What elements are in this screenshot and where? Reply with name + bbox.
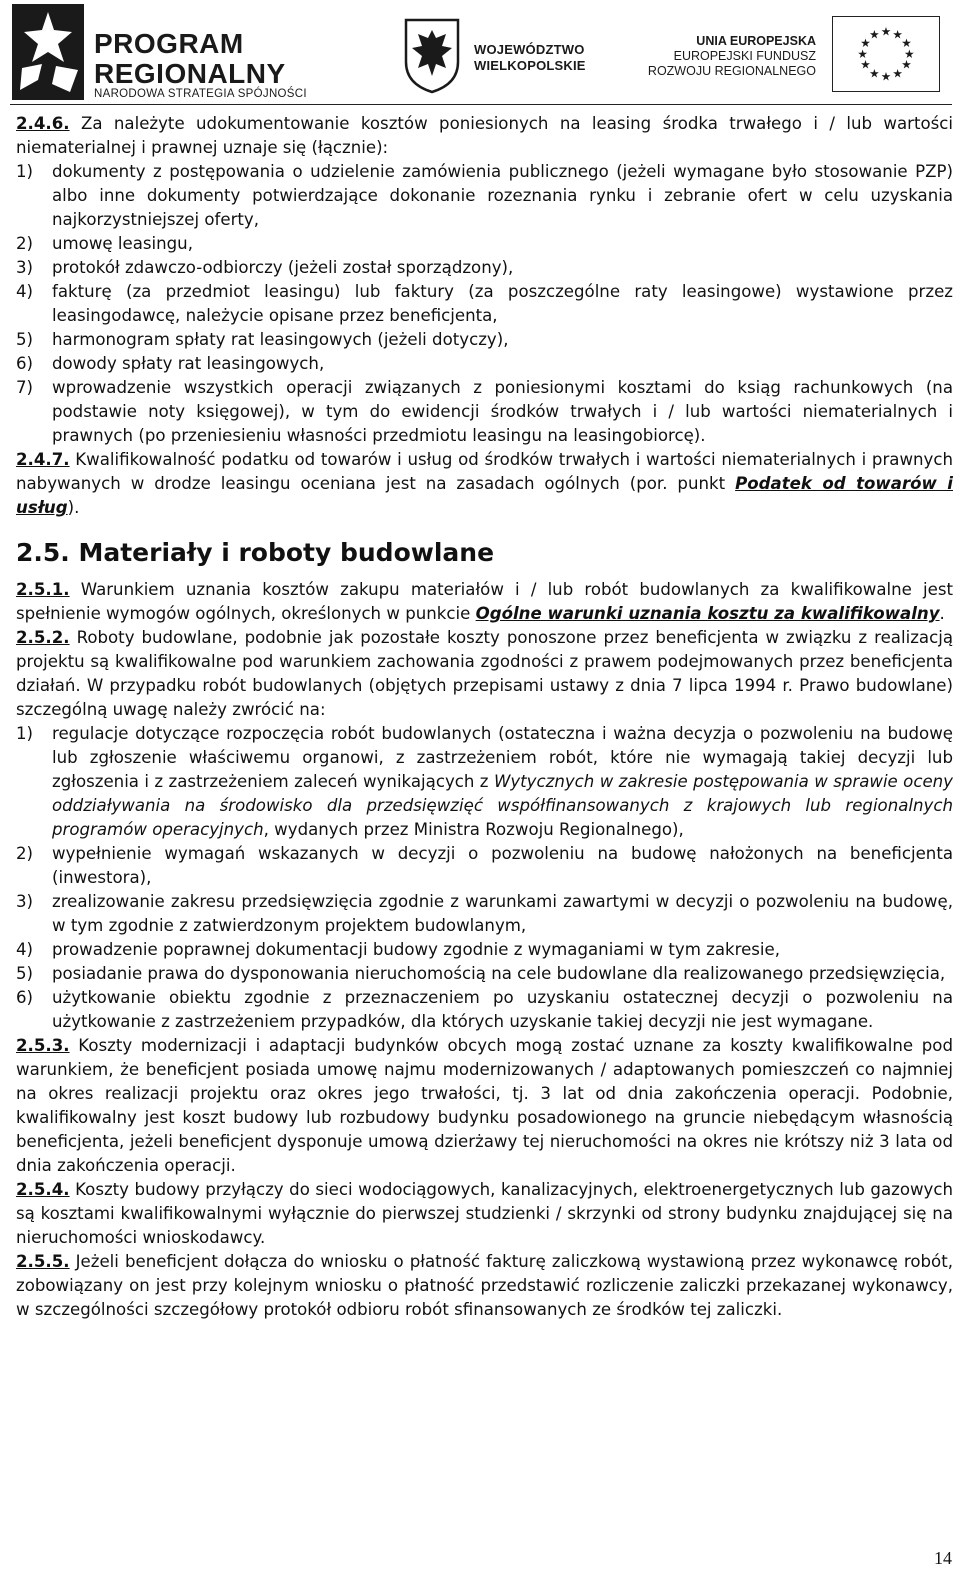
region-logo-line1: WOJEWÓDZTWO — [474, 42, 585, 57]
list-item: 2) umowę leasingu, — [16, 234, 193, 253]
section-heading: 2.5. Materiały i roboty budowlane — [16, 538, 495, 567]
eagle-crest-icon — [400, 18, 464, 94]
svg-text:★: ★ — [880, 24, 892, 39]
paragraph-2-5-4: 2.5.4. Koszty budowy przyłączy do sieci wodociągowych, kanalizacyjnych, elektroenergetycznych lub gazowych są kosztami kwalifikowalnymi wyłącznie do pierwszej studzienki / skrzynki od strony budynku znajdującej się na nieruchomości wnioskodawcy. — [16, 1180, 954, 1247]
program-logo-line2: REGIONALNY — [94, 58, 286, 89]
paragraph-2-5-3: 2.5.3. Koszty modernizacji i adaptacji budynków obcych mogą zostać uznane za koszty kwalifikowalne pod warunkiem, że beneficjent posiada umowę najmu modernizowanych / adaptowanych pomieszczeń co najmniej na okres realizacji projektu oraz okres jego trwałości, tj. 3 lat od dnia zakończenia operacji. Podobnie, kwalifikowalny jest koszt budowy lub rozbudowy budynku posadowionego na gruncie niebędącym własnością beneficjenta, jeżeli beneficjent dysponuje umową dzierżawy tej nieruchomości na okres nie krótszy niż 3 lata od dnia zakończenia operacji. — [16, 1036, 953, 1175]
program-logo-line1: PROGRAM — [94, 28, 244, 59]
svg-text:★: ★ — [857, 46, 868, 61]
section-number: 2.4.6. — [16, 114, 70, 133]
section-number: 2.5.5. — [16, 1252, 70, 1271]
svg-text:★: ★ — [901, 36, 912, 51]
svg-text:★: ★ — [904, 46, 915, 61]
paragraph-2-5-2: 2.5.2. Roboty budowlane, podobnie jak pozostałe koszty ponoszone przez beneficjenta w związku z realizacją projektu są kwalifikowalne pod warunkiem zachowania zgodności z prawem podejmowanych przez beneficjenta działań. W przypadku robót budowlanych (objętych przepisami ustawy z dnia 7 lipca 1994 r. Prawo budowlane) szczególną uwagę należy zwrócić na: — [16, 628, 953, 719]
svg-text:★: ★ — [860, 57, 871, 72]
section-number: 2.4.7. — [16, 450, 70, 469]
list-item: 2) wypełnienie wymagań wskazanych w decyzji o pozwoleniu na budowę nałożonych na beneficjenta (inwestora), — [16, 844, 953, 887]
list-item: 7) wprowadzenie wszystkich operacji związanych z poniesionymi kosztami do ksiąg rachunkowych (na podstawie noty księgowej), w tym do ewidencji środków trwałych i / lub wartości niematerialnych i prawnych (po przeniesieniu własności przedmiotu leasingu na leasingobiorcę). — [16, 378, 953, 445]
list-item: 6) dowody spłaty rat leasingowych, — [16, 354, 325, 373]
paragraph-text: Za należyte udokumentowanie kosztów poniesionych na leasing środka trwałego i / lub wartości niematerialnej i prawnej uznaje się (łącznie): — [16, 114, 953, 157]
svg-text:★: ★ — [892, 27, 903, 42]
paragraph-2-4-6 — [16, 112, 953, 160]
section-number: 2.5.1. — [16, 580, 70, 599]
list-item: 1) dokumenty z postępowania o udzielenie zamówienia publicznego (jeżeli wymagane było stosowanie PZP) albo inne dokumenty potwierdzające dokonanie rozeznania rynku i zebranie ofert w celu uzyskania najkorzystniejszej oferty, — [16, 162, 953, 229]
cross-reference-link[interactable]: Ogólne warunki uznania kosztu za kwalifikowalny — [475, 604, 940, 623]
list-item: 3) protokół zdawczo-odbiorczy (jeżeli został sporządzony), — [16, 258, 514, 277]
section-number: 2.5.4. — [16, 1180, 70, 1199]
list-item: 1) regulacje dotyczące rozpoczęcia robót budowlanych (ostateczna i ważna decyzja o pozwoleniu na budowę lub zgłoszenie właściwemu organowi, z zastrzeżeniem robót, które nie wymagają takiej decyzji lub zgłoszenia i z zastrzeżeniem zaleceń wynikających z Wytycznych w zakresie postępowania w sprawie oceny oddziaływania na środowisko dla przedsięwzięć współfinansowanych z krajowych lub regionalnych programów operacyjnych, wydanych przez Ministra Rozwoju Regionalnego), — [16, 724, 953, 839]
svg-text:★: ★ — [869, 66, 880, 81]
program-logo-line3: NARODOWA STRATEGIA SPÓJNOŚCI — [94, 88, 307, 100]
svg-text:★: ★ — [860, 36, 871, 51]
program-regionalny-logo — [10, 4, 340, 100]
svg-text:★: ★ — [880, 69, 892, 84]
paragraph-2-4-7: 2.4.7. Kwalifikowalność podatku od towarów i usług od środków trwałych i wartości niematerialnych i prawnych nabywanych w drodze leasingu oceniana jest na zasadach ogólnych (por. punkt Podatek od towarów i usług). — [16, 450, 954, 517]
region-logo-line2: WIELKOPOLSKIE — [474, 58, 586, 73]
section-number: 2.5.3. — [16, 1036, 70, 1055]
list-item: 3) zrealizowanie zakresu przedsięwzięcia zgodnie z warunkami zawartymi w decyzji o pozwoleniu na budowę, w tym zgodnie z zatwierdzonym projektem budowlanym, — [16, 892, 953, 935]
svg-text:★: ★ — [901, 57, 912, 72]
list-item: 6) użytkowanie obiektu zgodnie z przeznaczeniem po uzyskaniu ostatecznej decyzji o pozwoleniu na użytkowanie z zastrzeżeniem przypadków, dla których uzyskanie takiej decyzji nie jest wymagane. — [16, 988, 953, 1031]
cross-reference-link[interactable]: Podatek od towarów i usług — [16, 474, 954, 517]
eu-logo-line2: EUROPEJSKI FUNDUSZ — [673, 49, 816, 63]
paragraph-2-5-5: 2.5.5. Jeżeli beneficjent dołącza do wniosku o płatność fakturę zaliczkową wystawioną przez wykonawcę robót, zobowiązany on jest przy kolejnym wniosku o płatność przedstawić rozliczenie zaliczki przekazanej wykonawcy, w szczególności szczegółowy protokół odbioru robót sfinansowanych ze środków tej zaliczki. — [16, 1252, 953, 1319]
program-emblem-icon — [12, 4, 84, 100]
header-divider — [10, 104, 952, 105]
page-number: 14 — [934, 1548, 952, 1568]
list-item: 5) posiadanie prawa do dysponowania nieruchomością na cele budowlane dla realizowanego przedsięwzięcia, — [16, 964, 946, 983]
list-item: 5) harmonogram spłaty rat leasingowych (jeżeli dotyczy), — [16, 330, 509, 349]
section-number: 2.5.2. — [16, 628, 70, 647]
document-body — [16, 112, 953, 1322]
eu-logo — [640, 16, 940, 96]
list-item: 4) prowadzenie poprawnej dokumentacji budowy zgodnie z wymaganiami w tym zakresie, — [16, 940, 781, 959]
svg-text:★: ★ — [892, 66, 903, 81]
eu-logo-line1: UNIA EUROPEJSKA — [696, 34, 816, 48]
svg-text:★: ★ — [869, 27, 880, 42]
list-item: 4) fakturę (za przedmiot leasingu) lub faktury (za poszczególne raty leasingowe) wystawione przez leasingodawcę, należycie opisane przez beneficjenta, — [16, 282, 953, 325]
wielkopolskie-logo — [400, 18, 590, 98]
paragraph-2-5-1: 2.5.1. Warunkiem uznania kosztów zakupu materiałów i / lub robót budowlanych za kwalifikowalne jest spełnienie wymogów ogólnych, określonych w punkcie Ogólne warunki uznania kosztu za kwalifikowalny. — [16, 580, 953, 623]
eu-flag-icon — [832, 16, 940, 92]
eu-logo-line3: ROZWOJU REGIONALNEGO — [647, 64, 816, 78]
